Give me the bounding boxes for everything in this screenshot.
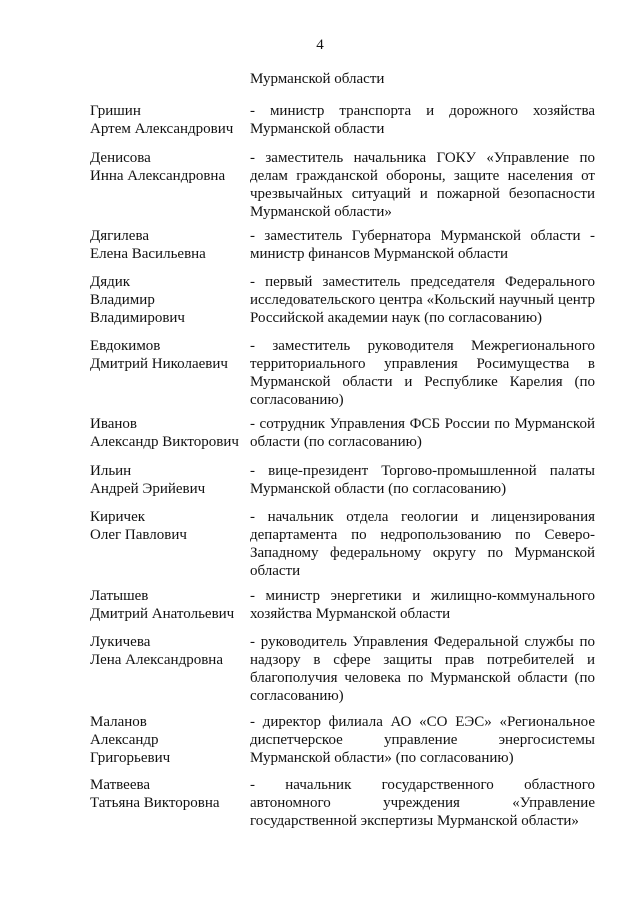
person-name [90, 587, 250, 623]
given-names: Александр [90, 732, 159, 748]
position-description: - директор филиала АО «СО ЕЭС» «Региональное диспетчерское управление энергосистемы Мурманской области» (по согласованию) [250, 714, 595, 766]
list-item [90, 415, 595, 451]
given-names: Александр Викторович [90, 434, 239, 450]
position-description: - сотрудник Управления ФСБ России по Мурманской области (по согласованию) [250, 416, 595, 450]
surname: Дягилева [90, 228, 149, 244]
person-name [90, 273, 250, 327]
person-name [90, 149, 250, 221]
list-item [90, 587, 595, 623]
surname: Дядик [90, 274, 131, 290]
surname: Латышев [90, 588, 149, 604]
person-name [90, 462, 250, 498]
person-name [90, 713, 250, 767]
position-description: - руководитель Управления Федеральной службы по надзору в сфере защиты прав потребителей и благополучия человека по Мурманской области (по согласованию) [250, 634, 595, 704]
given-names: Дмитрий Анатольевич [90, 606, 235, 622]
position-description: - заместитель руководителя Межрегионального территориального управления Росимущества в Мурманской области и Республике Карелия (по согласованию) [250, 338, 595, 408]
position-description: - вице-президент Торгово-промышленной палаты Мурманской области (по согласованию) [250, 463, 595, 497]
given-names: Лена Александровна [90, 652, 223, 668]
surname: Иванов [90, 416, 137, 432]
given-names: Инна Александровна [90, 168, 226, 184]
surname: Лукичева [90, 634, 151, 650]
position-description: - начальник отдела геологии и лицензирования департамента по недропользованию по Северо-Западному федеральному округу по Мурманской области [250, 509, 595, 579]
surname: Ильин [90, 463, 132, 479]
surname: Матвеева [90, 777, 151, 793]
list-item [90, 633, 595, 705]
list-item [90, 227, 595, 263]
list-item [90, 273, 595, 327]
person-name [90, 415, 250, 451]
list-item [90, 337, 595, 409]
person-name [90, 776, 250, 830]
given-names: Артем Александрович [90, 121, 234, 137]
patronymic: Владимирович [90, 310, 185, 326]
surname: Киричек [90, 509, 146, 525]
patronymic: Григорьевич [90, 750, 171, 766]
person-name [90, 227, 250, 263]
given-names: Андрей Эрийевич [90, 481, 206, 497]
given-names: Владимир [90, 292, 155, 308]
position-description: - начальник государственного областного автономного учреждения «Управление государственной экспертизы Мурманской области» [250, 777, 595, 829]
surname: Евдокимов [90, 338, 161, 354]
given-names: Татьяна Викторовна [90, 795, 220, 811]
position-description: - министр транспорта и дорожного хозяйства Мурманской области [250, 103, 595, 137]
given-names: Олег Павлович [90, 527, 187, 543]
position-description: - первый заместитель председателя Федерального исследовательского центра «Кольский научный центр Российской академии наук (по согласованию) [250, 274, 595, 326]
surname: Маланов [90, 714, 147, 730]
list-item [90, 462, 595, 498]
person-name [90, 102, 250, 138]
surname: Денисова [90, 150, 151, 166]
position-description: - заместитель начальника ГОКУ «Управление по делам гражданской обороны, защите населения от чрезвычайных ситуаций и пожарной безопасности Мурманской области» [250, 150, 595, 220]
person-name [90, 633, 250, 705]
given-names: Дмитрий Николаевич [90, 356, 228, 372]
list-item [90, 713, 595, 767]
position-description: - министр энергетики и жилищно-коммунального хозяйства Мурманской области [250, 588, 595, 622]
page-number: 4 [316, 37, 324, 53]
list-item [90, 149, 595, 221]
continuation-text: Мурманской области [250, 71, 385, 87]
list-item [90, 776, 595, 830]
person-name [90, 337, 250, 409]
given-names: Елена Васильевна [90, 246, 206, 262]
person-name [90, 508, 250, 580]
position-description: - заместитель Губернатора Мурманской области - министр финансов Мурманской области [250, 228, 595, 262]
surname: Гришин [90, 103, 141, 119]
list-item [90, 508, 595, 580]
list-item [90, 102, 595, 138]
